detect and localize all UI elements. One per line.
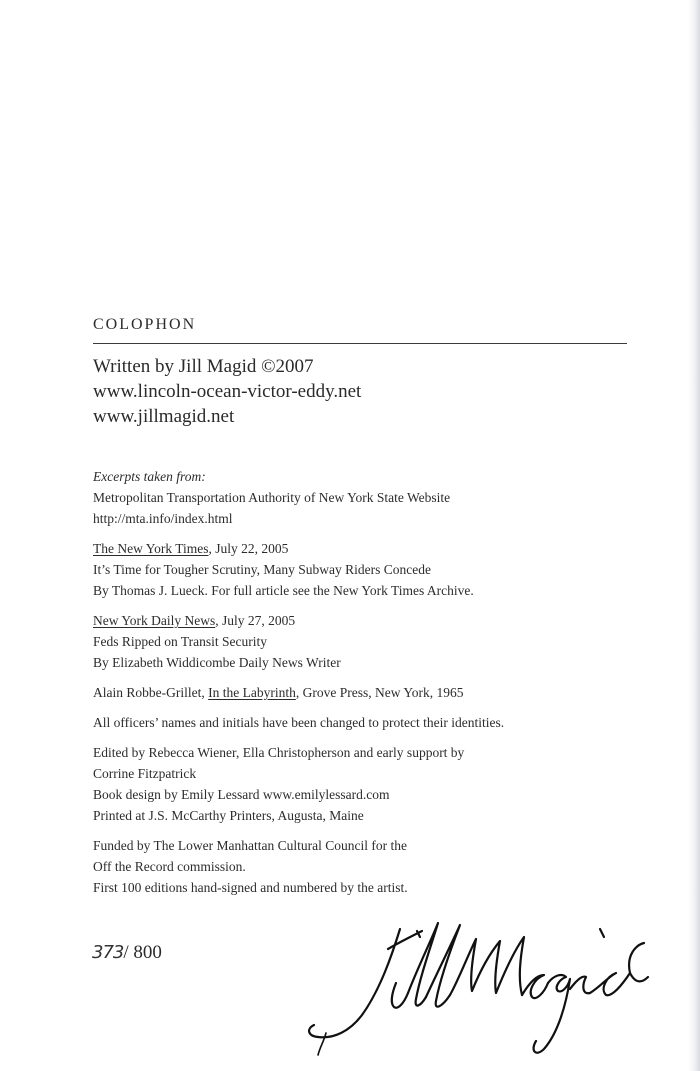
mta-line: Metropolitan Transportation Authority of New York State Website <box>93 490 451 505</box>
nyt-headline: It’s Time for Tougher Scrutiny, Many Subway Riders Concede <box>93 562 432 577</box>
robbe-grillet-line <box>93 682 653 703</box>
page-edge <box>688 0 700 1071</box>
nyt-byline: By Thomas J. Lueck. For full article see the New York Times Archive. <box>93 583 474 598</box>
colophon-body <box>93 466 653 907</box>
printer-line: Printed at J.S. McCarthy Printers, Augusta, Maine <box>93 808 364 823</box>
credits-block <box>93 354 361 429</box>
commission-line: Off the Record commission. <box>93 859 246 874</box>
nyt-source: The New York Times <box>93 541 209 556</box>
edited-by-line-cont: Corrine Fitzpatrick <box>93 766 197 781</box>
edition-total: / 800 <box>123 942 162 963</box>
excerpts-intro: Excerpts taken from: <box>93 469 206 484</box>
edited-by-line: Edited by Rebecca Wiener, Ella Christopherson and early support by <box>93 745 465 760</box>
mta-excerpt <box>93 466 653 529</box>
nyt-date: , July 22, 2005 <box>208 541 289 556</box>
nyt-source-line <box>93 538 653 559</box>
written-by-line: Written by Jill Magid ©2007 <box>93 356 314 377</box>
nydn-headline: Feds Ripped on Transit Security <box>93 634 268 649</box>
identity-notice: All officers’ names and initials have been changed to protect their identities. <box>93 715 505 730</box>
edition-note-line: First 100 editions hand-signed and numbered by the artist. <box>93 880 408 895</box>
mta-url-line: http://mta.info/index.html <box>93 511 233 526</box>
robbe-grillet-citation <box>93 682 653 703</box>
funding-credits <box>93 835 653 898</box>
nydn-source: New York Daily News <box>93 613 216 628</box>
heading-rule <box>93 343 627 344</box>
project-website-line: www.lincoln-ocean-victor-eddy.net <box>93 381 362 402</box>
book-design-line: Book design by Emily Lessard www.emilylessard.com <box>93 787 390 802</box>
nydn-byline: By Elizabeth Widdicombe Daily News Writer <box>93 655 341 670</box>
nydn-date: , July 27, 2005 <box>215 613 296 628</box>
nydn-source-line <box>93 610 653 631</box>
colophon-heading: COLOPHON <box>93 316 197 333</box>
robbe-title: In the Labyrinth <box>208 685 296 700</box>
edition-number <box>92 942 162 964</box>
nyt-excerpt <box>93 538 653 601</box>
funding-line: Funded by The Lower Manhattan Cultural Council for the <box>93 838 407 853</box>
identity-notice-block <box>93 712 653 733</box>
editing-credits <box>93 742 653 826</box>
robbe-publisher: , Grove Press, New York, 1965 <box>295 685 464 700</box>
artist-website-line: www.jillmagid.net <box>93 406 235 427</box>
artist-signature <box>300 915 670 1065</box>
signature-strokes <box>309 923 648 1053</box>
nydn-excerpt <box>93 610 653 673</box>
handwritten-edition-number: 373 <box>92 942 124 963</box>
robbe-author: Alain Robbe-Grillet, <box>93 685 209 700</box>
